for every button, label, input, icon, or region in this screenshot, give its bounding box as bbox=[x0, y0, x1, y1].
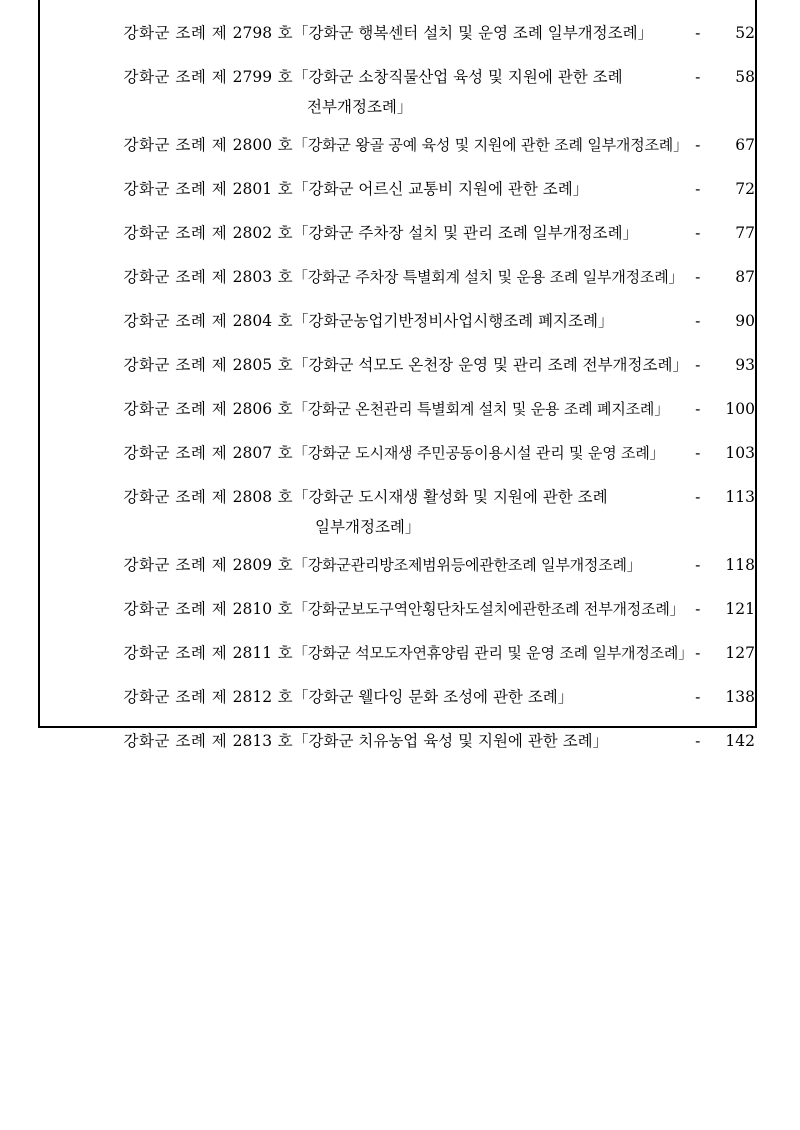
ordinance-title-line: 「강화군 도시재생 활성화 및 지원에 관한 조례 bbox=[293, 488, 608, 506]
ordinance-designation bbox=[40, 550, 293, 594]
ordinance-number: 2811 bbox=[232, 644, 273, 662]
ordinance-suffix: 호 bbox=[277, 356, 294, 374]
ordinance-title bbox=[293, 174, 685, 218]
ordinance-title bbox=[293, 350, 688, 394]
ordinance-title-line: 「강화군농업기반정비사업시행조례 폐지조례」 bbox=[293, 312, 614, 330]
ordinance-prefix: 강화군 조례 제 bbox=[123, 600, 228, 618]
ordinance-suffix: 호 bbox=[277, 400, 294, 418]
ordinance-title bbox=[293, 18, 685, 62]
ordinance-suffix: 호 bbox=[277, 732, 294, 750]
ordinance-title-line: 「강화군 행복센터 설치 및 운영 조례 일부개정조례」 bbox=[293, 24, 654, 42]
toc-row[interactable] bbox=[40, 350, 755, 394]
page-number: 87 bbox=[735, 268, 755, 286]
toc-row[interactable] bbox=[40, 438, 755, 482]
ordinance-title bbox=[293, 438, 685, 482]
ordinance-title bbox=[293, 594, 685, 638]
ordinance-prefix: 강화군 조례 제 bbox=[123, 444, 228, 462]
toc-row[interactable] bbox=[40, 550, 755, 594]
ordinance-prefix: 강화군 조례 제 bbox=[123, 24, 228, 42]
ordinance-title bbox=[293, 726, 685, 770]
page-number: 121 bbox=[725, 600, 755, 618]
leader-dash: - bbox=[695, 24, 701, 42]
page-number: 58 bbox=[735, 68, 755, 86]
ordinance-title bbox=[293, 62, 685, 130]
leader-dash: - bbox=[695, 644, 701, 662]
ordinance-designation bbox=[40, 174, 293, 218]
ordinance-number: 2801 bbox=[232, 180, 273, 198]
page-number: 103 bbox=[725, 444, 755, 462]
toc-body bbox=[40, 18, 755, 770]
ordinance-title-line: 「강화군관리방조제범위등에관한조례 일부개정조례」 bbox=[293, 556, 642, 574]
ordinance-designation bbox=[40, 594, 293, 638]
ordinance-suffix: 호 bbox=[277, 180, 294, 198]
toc-row[interactable] bbox=[40, 130, 755, 174]
ordinance-prefix: 강화군 조례 제 bbox=[123, 268, 228, 286]
ordinance-designation bbox=[40, 306, 293, 350]
ordinance-title-line: 「강화군 석모도 온천장 운영 및 관리 조례 전부개정조례」 bbox=[293, 356, 688, 374]
ordinance-number: 2806 bbox=[232, 400, 273, 418]
ordinance-designation bbox=[40, 262, 293, 306]
page-number: 90 bbox=[735, 312, 755, 330]
ordinance-prefix: 강화군 조례 제 bbox=[123, 688, 228, 706]
ordinance-number: 2809 bbox=[232, 556, 273, 574]
leader-dash: - bbox=[695, 400, 701, 418]
ordinance-title-line: 「강화군 주차장 특별회계 설치 및 운용 조례 일부개정조례」 bbox=[293, 268, 684, 286]
leader-dash: - bbox=[695, 268, 701, 286]
page-number: 72 bbox=[735, 180, 755, 198]
ordinance-designation bbox=[40, 638, 293, 682]
ordinance-suffix: 호 bbox=[277, 644, 294, 662]
ordinance-suffix: 호 bbox=[277, 488, 294, 506]
page-number: 100 bbox=[725, 400, 755, 418]
ordinance-title-line: 「강화군 소창직물산업 육성 및 지원에 관한 조례 bbox=[293, 68, 623, 86]
ordinance-title-line: 「강화군 석모도자연휴양림 관리 및 운영 조례 일부개정조례」 bbox=[293, 644, 694, 662]
ordinance-title-line-continued: 전부개정조례」 bbox=[307, 98, 413, 116]
leader-dash: - bbox=[695, 312, 701, 330]
leader-dash: - bbox=[695, 688, 701, 706]
ordinance-designation bbox=[40, 350, 293, 394]
ordinance-prefix: 강화군 조례 제 bbox=[123, 732, 228, 750]
ordinance-title-line: 「강화군 왕골 공예 육성 및 지원에 관한 조례 일부개정조례」 bbox=[293, 136, 688, 154]
ordinance-number: 2808 bbox=[232, 488, 273, 506]
toc-row[interactable] bbox=[40, 174, 755, 218]
leader-dash: - bbox=[695, 600, 701, 618]
ordinance-number: 2802 bbox=[232, 224, 273, 242]
ordinance-number: 2799 bbox=[232, 68, 273, 86]
ordinance-designation bbox=[40, 62, 293, 130]
ordinance-designation bbox=[40, 218, 293, 262]
ordinance-number: 2804 bbox=[232, 312, 273, 330]
ordinance-prefix: 강화군 조례 제 bbox=[123, 556, 228, 574]
ordinance-prefix: 강화군 조례 제 bbox=[123, 136, 228, 154]
ordinance-designation bbox=[40, 682, 293, 726]
ordinance-title-line-continued: 일부개정조례」 bbox=[315, 518, 421, 536]
ordinance-number: 2807 bbox=[232, 444, 273, 462]
toc-row[interactable] bbox=[40, 218, 755, 262]
ordinance-title-line: 「강화군 온천관리 특별회계 설치 및 운용 조례 폐지조례」 bbox=[293, 400, 670, 418]
page-number: 113 bbox=[725, 488, 755, 506]
ordinance-prefix: 강화군 조례 제 bbox=[123, 180, 228, 198]
ordinance-title-line: 「강화군 웰다잉 문화 조성에 관한 조례」 bbox=[293, 688, 574, 706]
ordinance-prefix: 강화군 조례 제 bbox=[123, 488, 228, 506]
ordinance-number: 2800 bbox=[232, 136, 273, 154]
ordinance-suffix: 호 bbox=[277, 444, 294, 462]
ordinance-designation bbox=[40, 18, 293, 62]
toc-frame-border bbox=[38, 0, 757, 750]
ordinance-prefix: 강화군 조례 제 bbox=[123, 224, 228, 242]
leader-dash: - bbox=[695, 68, 701, 86]
ordinance-designation bbox=[40, 482, 293, 550]
ordinance-title bbox=[293, 638, 694, 682]
toc-row[interactable] bbox=[40, 394, 755, 438]
leader-dash: - bbox=[695, 556, 701, 574]
page-number: 67 bbox=[735, 136, 755, 154]
ordinance-title-line: 「강화군 어르신 교통비 지원에 관한 조례」 bbox=[293, 180, 589, 198]
ordinance-suffix: 호 bbox=[277, 136, 294, 154]
table-of-contents bbox=[40, 18, 755, 770]
toc-row[interactable] bbox=[40, 594, 755, 638]
ordinance-designation bbox=[40, 394, 293, 438]
ordinance-designation bbox=[40, 726, 293, 770]
ordinance-designation bbox=[40, 130, 293, 174]
ordinance-title bbox=[293, 218, 685, 262]
toc-row[interactable] bbox=[40, 682, 755, 726]
ordinance-title-line: 「강화군보도구역안횡단차도설치에관한조례 전부개정조례」 bbox=[293, 600, 685, 618]
ordinance-title-line: 「강화군 주차장 설치 및 관리 조례 일부개정조례」 bbox=[293, 224, 639, 242]
ordinance-suffix: 호 bbox=[277, 312, 294, 330]
ordinance-prefix: 강화군 조례 제 bbox=[123, 400, 228, 418]
ordinance-prefix: 강화군 조례 제 bbox=[123, 356, 228, 374]
ordinance-number: 2803 bbox=[232, 268, 273, 286]
page-number: 93 bbox=[735, 356, 755, 374]
leader-dash: - bbox=[695, 488, 701, 506]
leader-dash: - bbox=[695, 356, 701, 374]
leader-dash: - bbox=[695, 224, 701, 242]
ordinance-prefix: 강화군 조례 제 bbox=[123, 312, 228, 330]
ordinance-title bbox=[293, 394, 685, 438]
ordinance-number: 2798 bbox=[232, 24, 273, 42]
ordinance-suffix: 호 bbox=[277, 556, 294, 574]
toc-row[interactable] bbox=[40, 262, 755, 306]
ordinance-title bbox=[293, 262, 685, 306]
toc-row[interactable] bbox=[40, 18, 755, 62]
toc-row[interactable] bbox=[40, 482, 755, 550]
ordinance-number: 2813 bbox=[232, 732, 273, 750]
ordinance-title bbox=[293, 306, 685, 350]
leader-dash: - bbox=[695, 732, 701, 750]
ordinance-suffix: 호 bbox=[277, 224, 294, 242]
ordinance-number: 2812 bbox=[232, 688, 273, 706]
page-number: 142 bbox=[725, 732, 755, 750]
ordinance-prefix: 강화군 조례 제 bbox=[123, 644, 228, 662]
ordinance-suffix: 호 bbox=[277, 688, 294, 706]
leader-dash: - bbox=[695, 180, 701, 198]
toc-row[interactable] bbox=[40, 62, 755, 130]
ordinance-suffix: 호 bbox=[277, 68, 294, 86]
toc-row[interactable] bbox=[40, 306, 755, 350]
page-number: 118 bbox=[725, 556, 755, 574]
ordinance-title-line: 「강화군 도시재생 주민공동이용시설 관리 및 운영 조례」 bbox=[293, 444, 665, 462]
page-number: 77 bbox=[735, 224, 755, 242]
ordinance-title bbox=[293, 682, 685, 726]
ordinance-suffix: 호 bbox=[277, 268, 294, 286]
leader-dash: - bbox=[695, 444, 701, 462]
ordinance-designation bbox=[40, 438, 293, 482]
page-number: 138 bbox=[725, 688, 755, 706]
toc-row[interactable] bbox=[40, 638, 755, 682]
leader-dash: - bbox=[695, 136, 701, 154]
toc-content-area bbox=[40, 2, 755, 770]
ordinance-title bbox=[293, 482, 685, 550]
ordinance-number: 2810 bbox=[232, 600, 273, 618]
ordinance-number: 2805 bbox=[232, 356, 273, 374]
page-number: 52 bbox=[735, 24, 755, 42]
ordinance-title bbox=[293, 550, 685, 594]
page-number: 127 bbox=[725, 644, 755, 662]
ordinance-title-line: 「강화군 치유농업 육성 및 지원에 관한 조례」 bbox=[293, 732, 609, 750]
toc-row[interactable] bbox=[40, 726, 755, 770]
ordinance-suffix: 호 bbox=[277, 600, 294, 618]
ordinance-prefix: 강화군 조례 제 bbox=[123, 68, 228, 86]
ordinance-title bbox=[293, 130, 688, 174]
ordinance-suffix: 호 bbox=[277, 24, 294, 42]
